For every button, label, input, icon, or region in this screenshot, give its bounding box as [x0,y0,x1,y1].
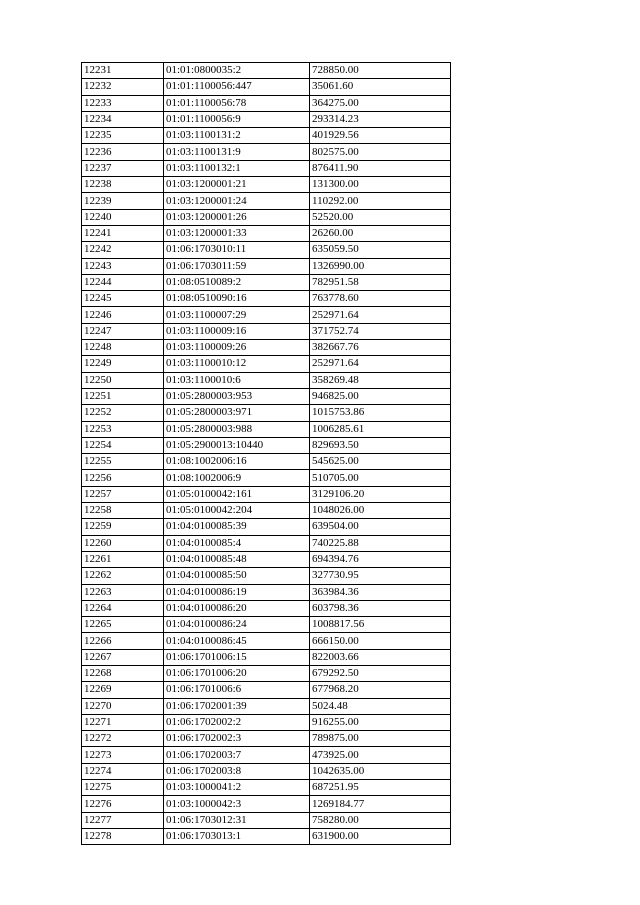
cadastral-number-cell: 01:05:2800003:971 [164,405,310,421]
cadastral-number-cell: 01:04:0100085:48 [164,551,310,567]
value-cell: 1015753.86 [310,405,451,421]
table-row [82,454,451,470]
cadastral-number-cell: 01:06:1702003:8 [164,763,310,779]
cadastral-number-cell: 01:03:1100010:6 [164,372,310,388]
table-row [82,812,451,828]
row-number-cell: 12273 [82,747,164,763]
value-cell: 1326990.00 [310,258,451,274]
table-row [82,177,451,193]
value-cell: 52520.00 [310,209,451,225]
value-cell: 829693.50 [310,437,451,453]
value-cell: 679292.50 [310,665,451,681]
cadastral-number-cell: 01:05:2800003:988 [164,421,310,437]
table-row [82,633,451,649]
cadastral-number-cell: 01:03:1000042:3 [164,796,310,812]
table-row [82,535,451,551]
row-number-cell: 12267 [82,649,164,665]
row-number-cell: 12262 [82,568,164,584]
row-number-cell: 12278 [82,828,164,844]
value-cell: 371752.74 [310,323,451,339]
cadastral-number-cell: 01:06:1703010:11 [164,242,310,258]
value-cell: 252971.64 [310,356,451,372]
value-cell: 110292.00 [310,193,451,209]
cadastral-number-cell: 01:06:1701006:6 [164,682,310,698]
cadastral-number-cell: 01:03:1100009:16 [164,323,310,339]
value-cell: 1008817.56 [310,617,451,633]
value-cell: 677968.20 [310,682,451,698]
cadastral-number-cell: 01:06:1703013:1 [164,828,310,844]
data-table [81,62,451,845]
row-number-cell: 12238 [82,177,164,193]
cadastral-number-cell: 01:03:1100007:29 [164,307,310,323]
value-cell: 666150.00 [310,633,451,649]
row-number-cell: 12239 [82,193,164,209]
table-row [82,95,451,111]
cadastral-number-cell: 01:04:0100085:39 [164,519,310,535]
value-cell: 822003.66 [310,649,451,665]
value-cell: 687251.95 [310,780,451,796]
value-cell: 3129106.20 [310,486,451,502]
value-cell: 364275.00 [310,95,451,111]
table-row [82,486,451,502]
row-number-cell: 12245 [82,291,164,307]
cadastral-number-cell: 01:06:1702001:39 [164,698,310,714]
value-cell: 639504.00 [310,519,451,535]
value-cell: 916255.00 [310,714,451,730]
cadastral-number-cell: 01:05:0100042:161 [164,486,310,502]
value-cell: 728850.00 [310,63,451,79]
row-number-cell: 12276 [82,796,164,812]
cadastral-number-cell: 01:03:1100131:2 [164,128,310,144]
row-number-cell: 12242 [82,242,164,258]
value-cell: 758280.00 [310,812,451,828]
value-cell: 1269184.77 [310,796,451,812]
value-cell: 293314.23 [310,111,451,127]
value-cell: 1006285.61 [310,421,451,437]
table-row [82,405,451,421]
value-cell: 358269.48 [310,372,451,388]
table-row [82,828,451,844]
table-row [82,568,451,584]
table-row [82,128,451,144]
table-row [82,649,451,665]
row-number-cell: 12247 [82,323,164,339]
table-row [82,144,451,160]
cadastral-number-cell: 01:08:1002006:16 [164,454,310,470]
row-number-cell: 12258 [82,503,164,519]
cadastral-number-cell: 01:01:1100056:447 [164,79,310,95]
row-number-cell: 12240 [82,209,164,225]
cadastral-number-cell: 01:03:1200001:33 [164,225,310,241]
table-row [82,617,451,633]
row-number-cell: 12272 [82,731,164,747]
table-row [82,747,451,763]
row-number-cell: 12246 [82,307,164,323]
cadastral-number-cell: 01:03:1100010:12 [164,356,310,372]
row-number-cell: 12249 [82,356,164,372]
row-number-cell: 12233 [82,95,164,111]
row-number-cell: 12237 [82,160,164,176]
table-row [82,551,451,567]
table-row [82,698,451,714]
table-row [82,340,451,356]
value-cell: 694394.76 [310,551,451,567]
value-cell: 26260.00 [310,225,451,241]
cadastral-number-cell: 01:05:2900013:10440 [164,437,310,453]
table-row [82,682,451,698]
cadastral-number-cell: 01:04:0100086:20 [164,600,310,616]
table-row [82,372,451,388]
cadastral-number-cell: 01:08:0510090:16 [164,291,310,307]
table-row [82,519,451,535]
table-row [82,242,451,258]
value-cell: 946825.00 [310,388,451,404]
row-number-cell: 12265 [82,617,164,633]
value-cell: 635059.50 [310,242,451,258]
row-number-cell: 12234 [82,111,164,127]
table-row [82,160,451,176]
cadastral-number-cell: 01:06:1703012:31 [164,812,310,828]
cadastral-number-cell: 01:03:1200001:21 [164,177,310,193]
value-cell: 876411.90 [310,160,451,176]
cadastral-number-cell: 01:03:1100132:1 [164,160,310,176]
cadastral-number-cell: 01:04:0100085:4 [164,535,310,551]
value-cell: 510705.00 [310,470,451,486]
table-row [82,291,451,307]
cadastral-number-cell: 01:03:1200001:26 [164,209,310,225]
row-number-cell: 12232 [82,79,164,95]
cadastral-number-cell: 01:06:1702002:2 [164,714,310,730]
value-cell: 327730.95 [310,568,451,584]
table-row [82,731,451,747]
row-number-cell: 12251 [82,388,164,404]
value-cell: 473925.00 [310,747,451,763]
row-number-cell: 12241 [82,225,164,241]
table-row [82,323,451,339]
table-row [82,388,451,404]
table-row [82,79,451,95]
cadastral-number-cell: 01:05:0100042:204 [164,503,310,519]
table-row [82,225,451,241]
table-row [82,780,451,796]
cadastral-number-cell: 01:04:0100086:45 [164,633,310,649]
row-number-cell: 12274 [82,763,164,779]
cadastral-number-cell: 01:06:1703011:59 [164,258,310,274]
cadastral-number-cell: 01:08:1002006:9 [164,470,310,486]
value-cell: 545625.00 [310,454,451,470]
value-cell: 252971.64 [310,307,451,323]
table-row [82,274,451,290]
value-cell: 35061.60 [310,79,451,95]
cadastral-number-cell: 01:06:1701006:15 [164,649,310,665]
table-row [82,714,451,730]
cadastral-number-cell: 01:01:1100056:9 [164,111,310,127]
row-number-cell: 12271 [82,714,164,730]
row-number-cell: 12231 [82,63,164,79]
row-number-cell: 12252 [82,405,164,421]
table-row [82,665,451,681]
row-number-cell: 12266 [82,633,164,649]
table-row [82,193,451,209]
cadastral-number-cell: 01:01:1100056:78 [164,95,310,111]
table-row [82,209,451,225]
row-number-cell: 12264 [82,600,164,616]
cadastral-number-cell: 01:06:1702003:7 [164,747,310,763]
cadastral-number-cell: 01:03:1000041:2 [164,780,310,796]
row-number-cell: 12259 [82,519,164,535]
row-number-cell: 12268 [82,665,164,681]
value-cell: 789875.00 [310,731,451,747]
table-row [82,421,451,437]
row-number-cell: 12277 [82,812,164,828]
row-number-cell: 12236 [82,144,164,160]
row-number-cell: 12256 [82,470,164,486]
table-row [82,437,451,453]
table-row [82,796,451,812]
row-number-cell: 12260 [82,535,164,551]
row-number-cell: 12248 [82,340,164,356]
value-cell: 603798.36 [310,600,451,616]
cadastral-number-cell: 01:04:0100086:19 [164,584,310,600]
value-cell: 382667.76 [310,340,451,356]
table-row [82,600,451,616]
row-number-cell: 12250 [82,372,164,388]
table-row [82,584,451,600]
cadastral-number-cell: 01:06:1701006:20 [164,665,310,681]
value-cell: 802575.00 [310,144,451,160]
row-number-cell: 12257 [82,486,164,502]
cadastral-number-cell: 01:04:0100086:24 [164,617,310,633]
value-cell: 1048026.00 [310,503,451,519]
row-number-cell: 12254 [82,437,164,453]
row-number-cell: 12255 [82,454,164,470]
table-row [82,763,451,779]
value-cell: 763778.60 [310,291,451,307]
cadastral-number-cell: 01:03:1100131:9 [164,144,310,160]
cadastral-number-cell: 01:06:1702002:3 [164,731,310,747]
table-body [82,63,451,845]
value-cell: 131300.00 [310,177,451,193]
cadastral-number-cell: 01:03:1100009:26 [164,340,310,356]
table-row [82,111,451,127]
row-number-cell: 12263 [82,584,164,600]
row-number-cell: 12269 [82,682,164,698]
row-number-cell: 12261 [82,551,164,567]
value-cell: 5024.48 [310,698,451,714]
table-row [82,63,451,79]
table-row [82,503,451,519]
value-cell: 631900.00 [310,828,451,844]
row-number-cell: 12275 [82,780,164,796]
table-row [82,470,451,486]
row-number-cell: 12253 [82,421,164,437]
cadastral-number-cell: 01:01:0800035:2 [164,63,310,79]
row-number-cell: 12270 [82,698,164,714]
cadastral-number-cell: 01:04:0100085:50 [164,568,310,584]
table-row [82,258,451,274]
cadastral-number-cell: 01:05:2800003:953 [164,388,310,404]
table-row [82,307,451,323]
value-cell: 782951.58 [310,274,451,290]
value-cell: 740225.88 [310,535,451,551]
value-cell: 401929.56 [310,128,451,144]
cadastral-number-cell: 01:08:0510089:2 [164,274,310,290]
value-cell: 1042635.00 [310,763,451,779]
cadastral-number-cell: 01:03:1200001:24 [164,193,310,209]
table-row [82,356,451,372]
row-number-cell: 12235 [82,128,164,144]
value-cell: 363984.36 [310,584,451,600]
row-number-cell: 12243 [82,258,164,274]
row-number-cell: 12244 [82,274,164,290]
